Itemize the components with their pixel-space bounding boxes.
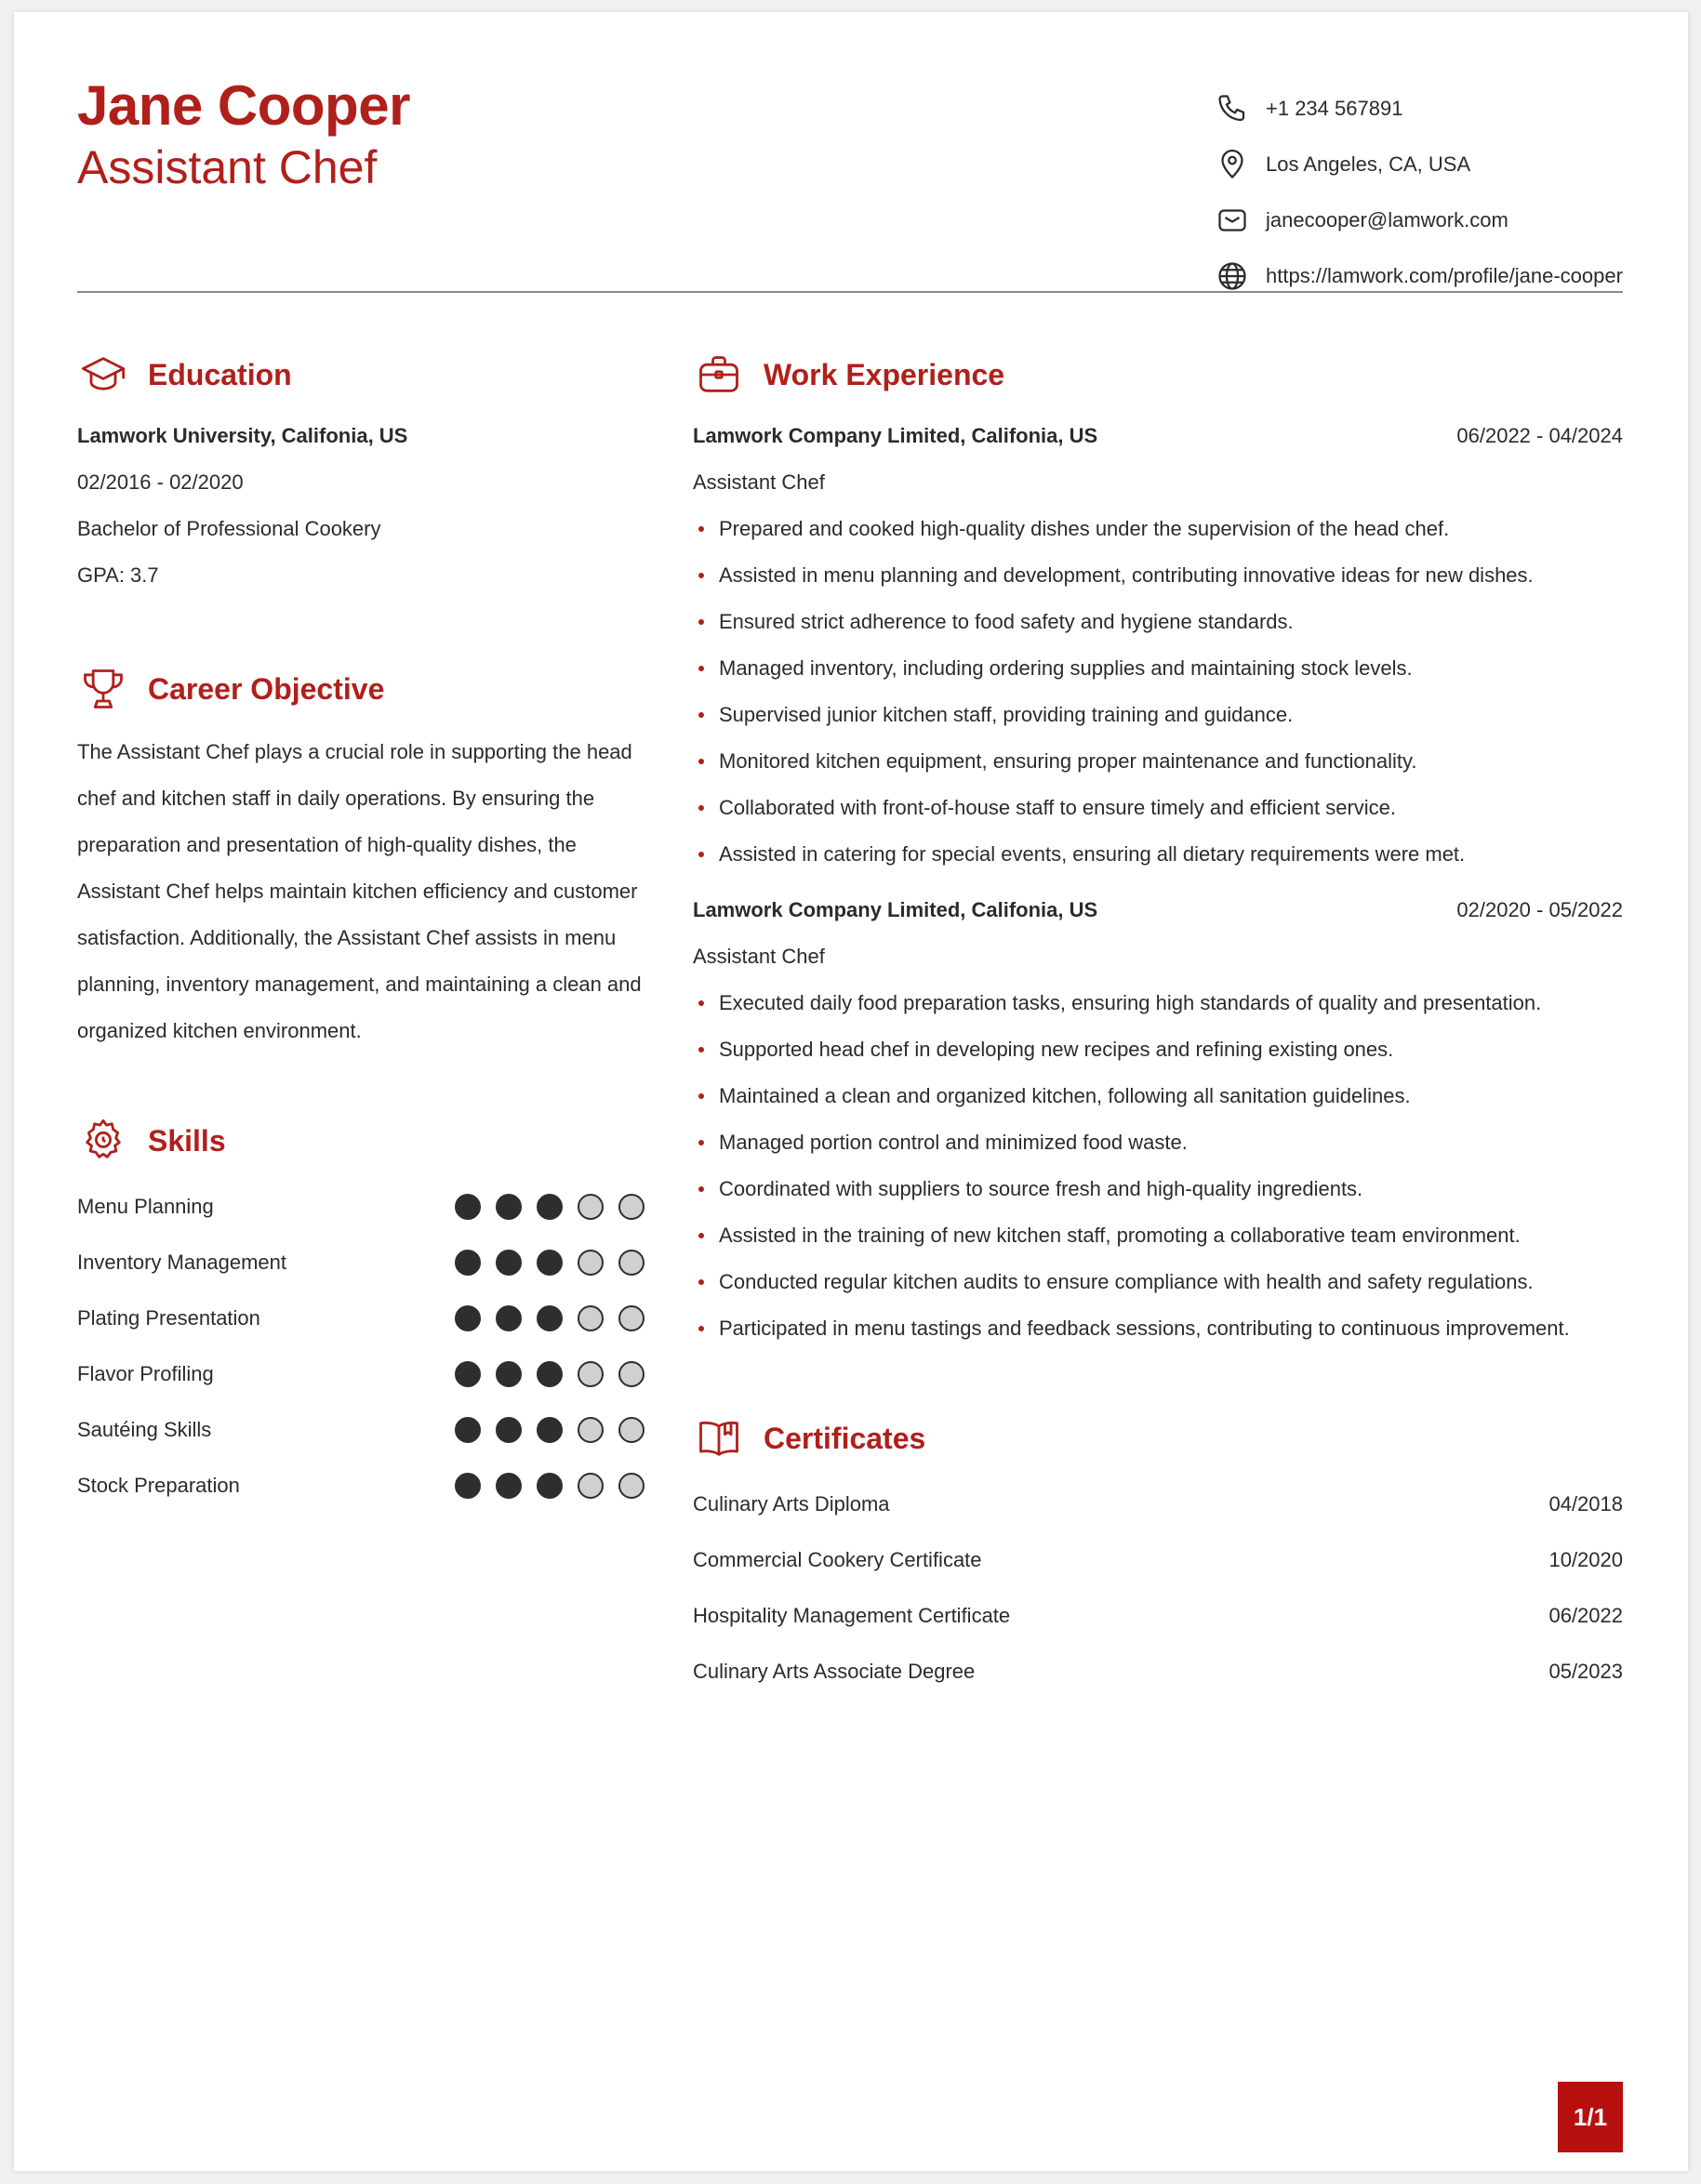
education-dates: 02/2016 - 02/2020 bbox=[77, 470, 244, 494]
rating-dot-filled bbox=[455, 1473, 481, 1499]
job-bullet: Assisted in the training of new kitchen staff, promoting a collaborative team environment. bbox=[693, 1212, 1623, 1259]
open-book-icon bbox=[693, 1412, 745, 1464]
experience-heading bbox=[693, 342, 1623, 407]
job-company: Lamwork Company Limited, Califonia, US bbox=[693, 424, 1098, 447]
job-entry bbox=[693, 887, 1623, 1352]
job-bullet-list bbox=[693, 980, 1623, 1352]
job-bullet-list bbox=[693, 506, 1623, 878]
skill-name: Menu Planning bbox=[77, 1195, 214, 1218]
job-dates: 06/2022 - 04/2024 bbox=[1456, 424, 1623, 447]
job-bullet: Ensured strict adherence to food safety and hygiene standards. bbox=[693, 599, 1623, 645]
skill-row bbox=[77, 1235, 645, 1291]
certificate-date: 06/2022 bbox=[1548, 1604, 1623, 1627]
rating-dot-empty bbox=[618, 1250, 645, 1276]
job-role: Assistant Chef bbox=[693, 945, 825, 968]
trophy-icon bbox=[77, 663, 129, 715]
skill-row bbox=[77, 1346, 645, 1402]
rating-dot-filled bbox=[455, 1194, 481, 1220]
rating-dot-empty bbox=[578, 1361, 604, 1387]
rating-dot-empty bbox=[618, 1305, 645, 1331]
graduation-cap-icon bbox=[77, 349, 129, 401]
rating-dot-filled bbox=[496, 1417, 522, 1443]
skill-name: Flavor Profiling bbox=[77, 1362, 214, 1385]
page-indicator: 1/1 bbox=[1558, 2082, 1623, 2152]
objective-heading-label: Career Objective bbox=[148, 671, 385, 706]
rating-dot-filled bbox=[455, 1250, 481, 1276]
skills-heading-label: Skills bbox=[148, 1123, 226, 1158]
certificates-heading-label: Certificates bbox=[764, 1421, 926, 1455]
certificate-row bbox=[693, 1644, 1623, 1700]
education-gpa: GPA: 3.7 bbox=[77, 563, 159, 587]
left-column bbox=[77, 342, 645, 1514]
email-text[interactable]: janecooper@lamwork.com bbox=[1266, 208, 1508, 232]
job-list bbox=[693, 413, 1623, 1352]
job-bullet: Assisted in menu planning and development, contributing innovative ideas for new dishes. bbox=[693, 552, 1623, 599]
skill-rating bbox=[440, 1361, 645, 1387]
rating-dot-empty bbox=[618, 1473, 645, 1499]
job-bullet: Managed inventory, including ordering supplies and maintaining stock levels. bbox=[693, 645, 1623, 692]
candidate-name: Jane Cooper bbox=[77, 74, 410, 137]
rating-dot-empty bbox=[618, 1361, 645, 1387]
job-dates: 02/2020 - 05/2022 bbox=[1456, 898, 1623, 921]
contact-phone bbox=[1214, 81, 1623, 137]
contact-list bbox=[1214, 81, 1623, 304]
job-bullet: Monitored kitchen equipment, ensuring proper maintenance and functionality. bbox=[693, 738, 1623, 785]
job-bullet: Prepared and cooked high-quality dishes under the supervision of the head chef. bbox=[693, 506, 1623, 552]
job-header bbox=[693, 413, 1623, 459]
job-role: Assistant Chef bbox=[693, 470, 825, 494]
job-bullet: Coordinated with suppliers to source fresh and high-quality ingredients. bbox=[693, 1166, 1623, 1212]
job-bullet: Maintained a clean and organized kitchen, following all sanitation guidelines. bbox=[693, 1073, 1623, 1119]
rating-dot-filled bbox=[496, 1473, 522, 1499]
rating-dot-filled bbox=[496, 1305, 522, 1331]
job-bullet: Conducted regular kitchen audits to ensure compliance with health and safety regulations. bbox=[693, 1259, 1623, 1305]
job-bullet: Managed portion control and minimized food waste. bbox=[693, 1119, 1623, 1166]
skill-rating bbox=[440, 1194, 645, 1220]
job-bullet: Participated in menu tastings and feedback sessions, contributing to continuous improvement. bbox=[693, 1305, 1623, 1352]
skill-rating bbox=[440, 1473, 645, 1499]
resume-page bbox=[14, 12, 1688, 2171]
mail-icon bbox=[1214, 202, 1251, 239]
skill-name: Inventory Management bbox=[77, 1251, 287, 1274]
contact-email[interactable] bbox=[1214, 192, 1623, 248]
website-link[interactable]: https://lamwork.com/profile/jane-cooper bbox=[1266, 264, 1623, 287]
job-company: Lamwork Company Limited, Califonia, US bbox=[693, 898, 1098, 921]
certificates-section bbox=[693, 1406, 1623, 1700]
skill-name: Sautéing Skills bbox=[77, 1418, 212, 1441]
education-school: Lamwork University, Califonia, US bbox=[77, 424, 408, 447]
education-heading-label: Education bbox=[148, 357, 292, 391]
objective-heading bbox=[77, 656, 645, 721]
job-bullet: Supported head chef in developing new recipes and refining existing ones. bbox=[693, 1026, 1623, 1073]
skill-name: Plating Presentation bbox=[77, 1306, 260, 1330]
rating-dot-filled bbox=[537, 1305, 563, 1331]
education-entry bbox=[77, 413, 645, 599]
rating-dot-filled bbox=[537, 1417, 563, 1443]
job-bullet: Collaborated with front-of-house staff to ensure timely and efficient service. bbox=[693, 785, 1623, 831]
education-heading bbox=[77, 342, 645, 407]
resume-header bbox=[77, 60, 1623, 293]
phone-text: +1 234 567891 bbox=[1266, 97, 1403, 120]
certificate-name: Culinary Arts Associate Degree bbox=[693, 1660, 976, 1683]
gear-icon bbox=[77, 1115, 129, 1167]
certificate-name: Culinary Arts Diploma bbox=[693, 1492, 890, 1516]
certificate-row bbox=[693, 1476, 1623, 1532]
skill-row bbox=[77, 1458, 645, 1514]
skills-heading bbox=[77, 1108, 645, 1173]
certificates-heading bbox=[693, 1406, 1623, 1471]
rating-dot-empty bbox=[578, 1305, 604, 1331]
job-bullet: Executed daily food preparation tasks, ensuring high standards of quality and presentation. bbox=[693, 980, 1623, 1026]
rating-dot-filled bbox=[537, 1194, 563, 1220]
candidate-title: Assistant Chef bbox=[77, 141, 378, 193]
rating-dot-filled bbox=[455, 1305, 481, 1331]
certificate-row bbox=[693, 1588, 1623, 1644]
objective-text: The Assistant Chef plays a crucial role in supporting the head chef and kitchen staff in daily operations. By ensuring the preparation and presentation of high-quality dishes, the Assistant Chef helps maintain kitchen efficiency and customer satisfaction. Additionally, the Assistant Chef assists in menu planning, inventory management, and maintaining a clean and organized kitchen environment. bbox=[77, 740, 642, 1042]
briefcase-icon bbox=[693, 349, 745, 401]
job-header bbox=[693, 887, 1623, 933]
rating-dot-empty bbox=[578, 1417, 604, 1443]
job-entry bbox=[693, 413, 1623, 878]
rating-dot-filled bbox=[496, 1361, 522, 1387]
rating-dot-filled bbox=[455, 1417, 481, 1443]
rating-dot-empty bbox=[618, 1194, 645, 1220]
skill-rating bbox=[440, 1305, 645, 1331]
certificate-row bbox=[693, 1532, 1623, 1588]
certificate-date: 10/2020 bbox=[1548, 1548, 1623, 1571]
rating-dot-empty bbox=[618, 1417, 645, 1443]
rating-dot-empty bbox=[578, 1250, 604, 1276]
skill-row bbox=[77, 1402, 645, 1458]
rating-dot-filled bbox=[537, 1361, 563, 1387]
rating-dot-filled bbox=[455, 1361, 481, 1387]
skills-section bbox=[77, 1108, 645, 1514]
skill-name: Stock Preparation bbox=[77, 1474, 240, 1497]
certificate-date: 04/2018 bbox=[1548, 1492, 1623, 1516]
location-text: Los Angeles, CA, USA bbox=[1266, 152, 1471, 176]
rating-dot-filled bbox=[496, 1250, 522, 1276]
certificate-list bbox=[693, 1476, 1623, 1700]
job-bullet: Supervised junior kitchen staff, providing training and guidance. bbox=[693, 692, 1623, 738]
rating-dot-empty bbox=[578, 1194, 604, 1220]
header-divider bbox=[77, 291, 1623, 293]
phone-icon bbox=[1214, 90, 1251, 127]
rating-dot-filled bbox=[537, 1473, 563, 1499]
certificate-date: 05/2023 bbox=[1548, 1660, 1623, 1683]
certificate-name: Hospitality Management Certificate bbox=[693, 1604, 1011, 1627]
skill-rating bbox=[440, 1417, 645, 1443]
rating-dot-empty bbox=[578, 1473, 604, 1499]
job-bullet: Assisted in catering for special events, ensuring all dietary requirements were met. bbox=[693, 831, 1623, 878]
education-degree: Bachelor of Professional Cookery bbox=[77, 517, 381, 540]
objective-section bbox=[77, 656, 645, 1054]
skill-row bbox=[77, 1179, 645, 1235]
contact-website[interactable] bbox=[1214, 248, 1623, 304]
right-column bbox=[693, 342, 1623, 1700]
experience-heading-label: Work Experience bbox=[764, 357, 1005, 391]
location-pin-icon bbox=[1214, 146, 1251, 183]
rating-dot-filled bbox=[496, 1194, 522, 1220]
contact-location bbox=[1214, 137, 1623, 192]
globe-icon bbox=[1214, 258, 1251, 295]
skill-rating bbox=[440, 1250, 645, 1276]
skills-list bbox=[77, 1179, 645, 1514]
rating-dot-filled bbox=[537, 1250, 563, 1276]
skill-row bbox=[77, 1291, 645, 1346]
certificate-name: Commercial Cookery Certificate bbox=[693, 1548, 982, 1571]
